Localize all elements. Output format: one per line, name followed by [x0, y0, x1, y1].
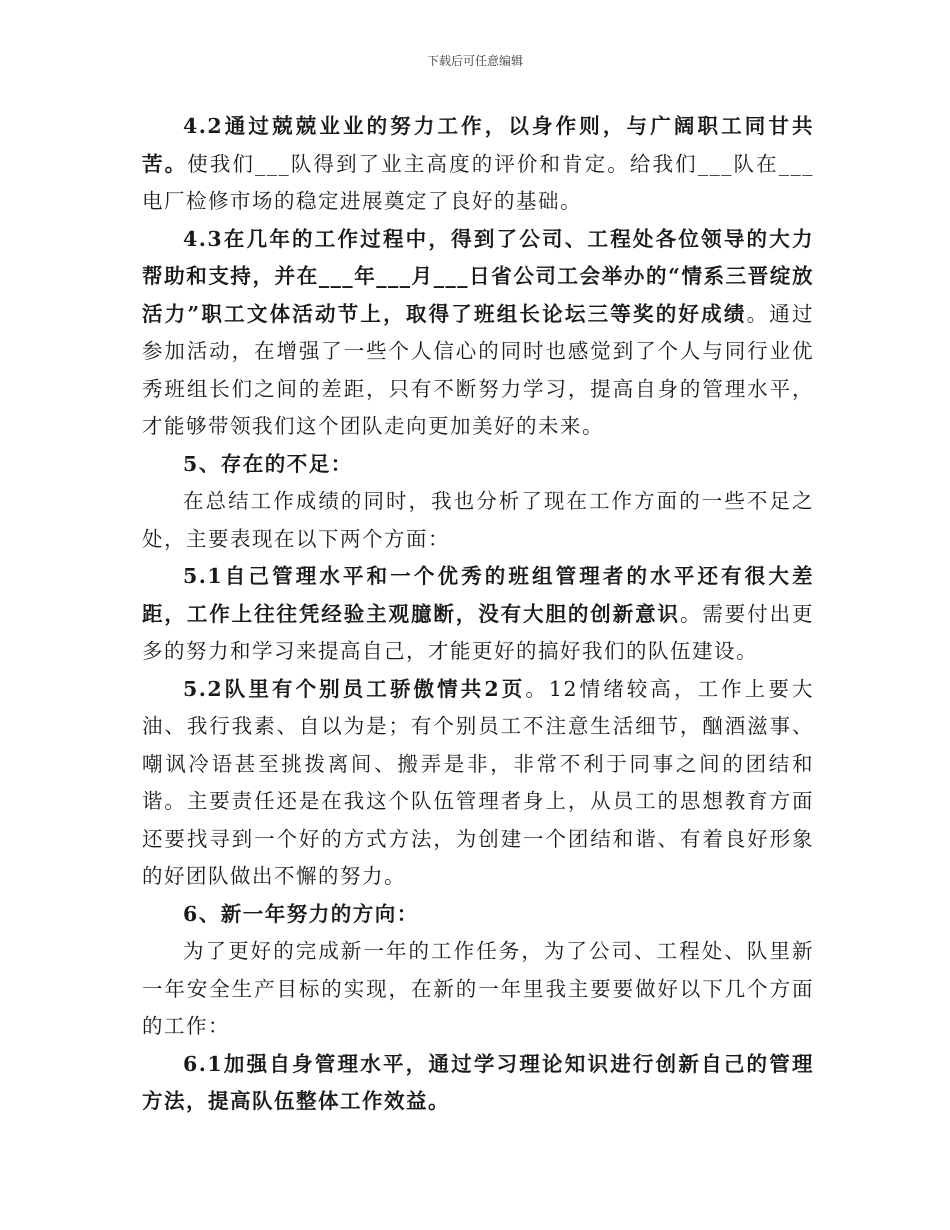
paragraph-text: 。通过参加活动，在增强了一些个人信心的同时也感觉到了个人与同行业优秀班组长们之间的差距，只有不断努力学习，提高自身的管理水平，才能够带领我们这个团队走向更加美好的未来。: [142, 301, 815, 438]
paragraph-6-1: [142, 1046, 814, 1121]
paragraph-text: 。12情绪较高，工作上要大油、我行我素、自以为是；有个别员工不注意生活细节，酗酒滋事、嘲讽冷语甚至挑拨离间、搬弄是非，非常不利于同事之间的团结和谐。主要责任还是在我这个队伍管理者身上，从员工的思想教育方面还要找寻到一个好的方式方法，为创建一个团结和谐、有着良好形象的好团队做出不懈的努力。: [142, 676, 814, 888]
paragraph-5-1: [142, 558, 814, 671]
page-header: 下载后可任意编辑: [426, 54, 523, 68]
document-body: [142, 108, 814, 1121]
paragraph-4-3: [142, 221, 814, 446]
paragraph-5-2: [142, 671, 814, 896]
paragraph-bold-text: 4.3在几年的工作过程中，得到了公司、工程处各位领导的大力帮助和支持，并在___年___月___日省公司工会举办的“情系三晋绽放活力”职工文体活动节上，取得了班组长论坛三等奖的好成绩: [142, 226, 814, 326]
paragraph-text: 使我们___队得到了业主高度的评价和肯定。给我们___队在___电厂检修市场的稳定进展奠定了良好的基础。: [142, 151, 815, 213]
paragraph-5-intro: [142, 483, 814, 558]
section-heading-5: [142, 446, 814, 484]
paragraph-bold-text: 5.1自己管理水平和一个优秀的班组管理者的水平还有很大差距，工作上往往凭经验主观臆断，没有大胆的创新意识: [142, 564, 814, 626]
section-heading-6: [142, 896, 814, 934]
paragraph-text: 在总结工作成绩的同时，我也分析了现在工作方面的一些不足之处，主要表现在以下两个方面：: [142, 489, 814, 551]
paragraph-text: 为了更好的完成新一年的工作任务，为了公司、工程处、队里新一年安全生产目标的实现，在新的一年里我主要要做好以下几个方面的工作：: [142, 939, 814, 1038]
paragraph-bold-text: 4.2通过兢兢业业的努力工作，以身作则，与广阔职工同甘共苦。: [142, 114, 814, 176]
paragraph-6-intro: [142, 933, 814, 1046]
heading-text: 5、存在的不足：: [183, 451, 353, 476]
paragraph-4-2: [142, 108, 814, 221]
paragraph-bold-text: 5.2队里有个别员工骄傲情共2页: [183, 676, 526, 701]
heading-text: 6、新一年努力的方向：: [183, 901, 419, 926]
paragraph-bold-text: 6.1加强自身管理水平，通过学习理论知识进行创新自己的管理方法，提高队伍整体工作效益。: [142, 1051, 814, 1113]
paragraph-text: 。需要付出更多的努力和学习来提高自己，才能更好的搞好我们的队伍建设。: [142, 601, 815, 663]
